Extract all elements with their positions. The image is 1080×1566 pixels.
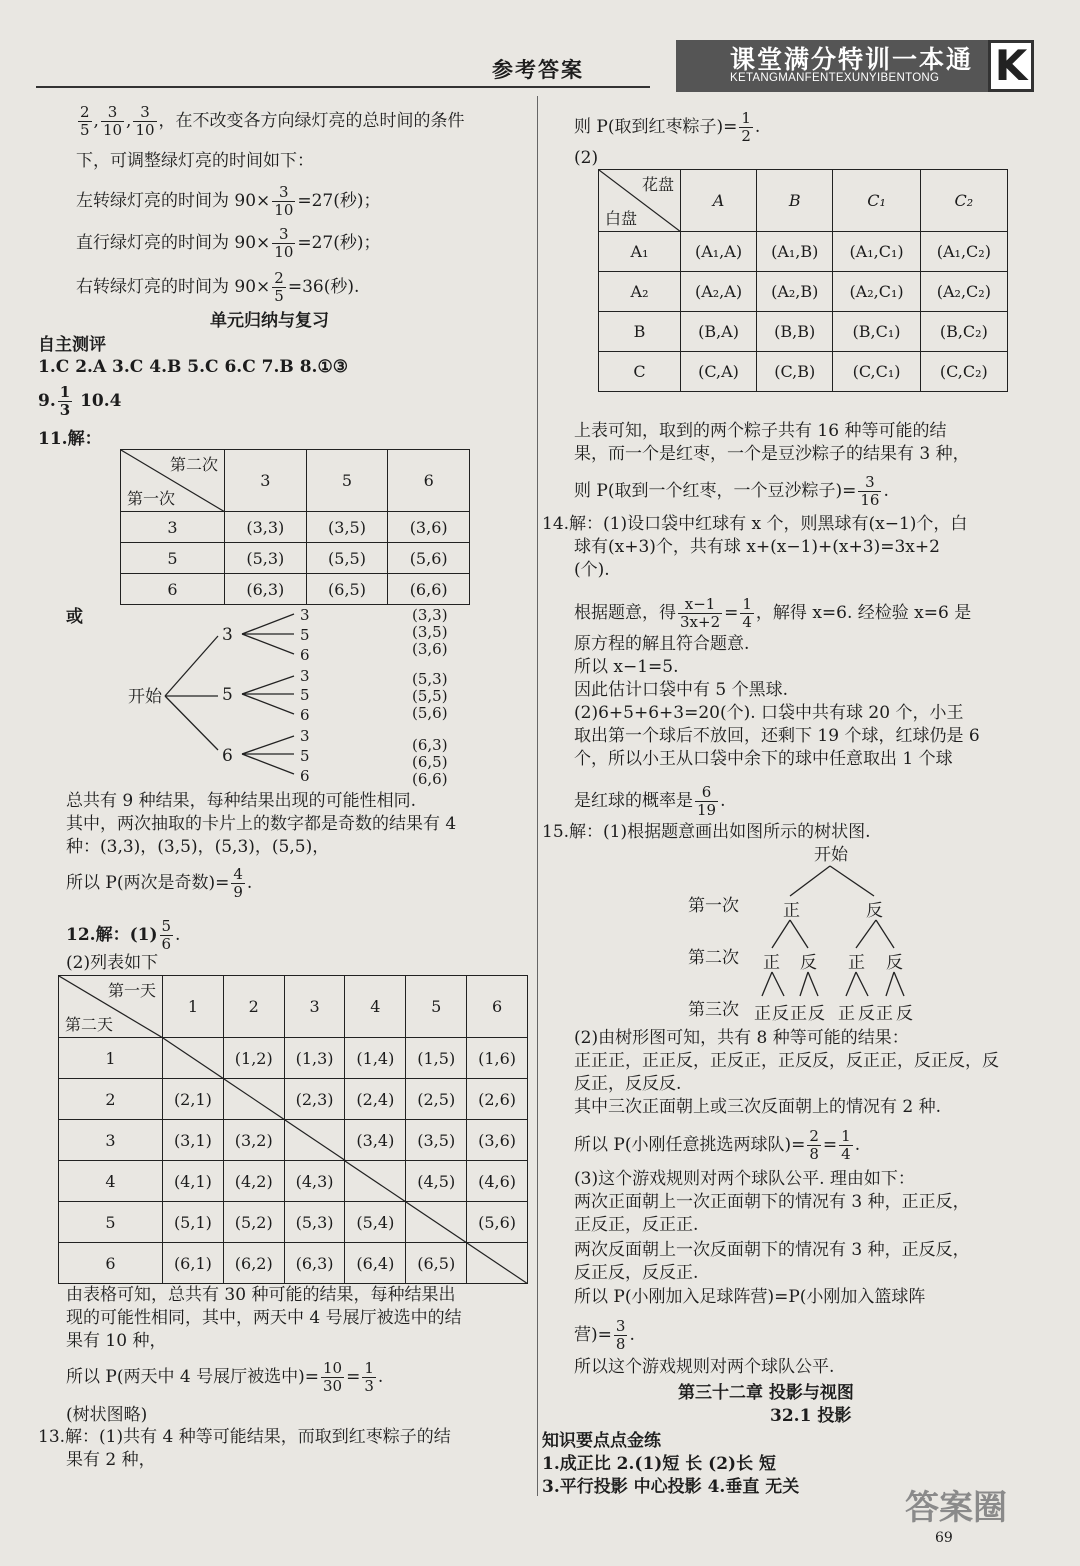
table-header-cell: A (681, 170, 757, 232)
page-header (0, 0, 1080, 92)
paragraph-line: 现的可能性相同，其中，两天中 4 号展厅被选中的结 (66, 1308, 462, 1328)
tree-start: 开始 (814, 845, 848, 865)
table-row: 5 (5,1) (5,2) (5,3) (5,4) (5,6) (59, 1202, 528, 1243)
header-pinyin: KETANGMANFENTEXUNYIBENTONG (730, 72, 940, 84)
table-header-cell: C₂ (920, 170, 1007, 232)
tree-leaf: 3 (300, 667, 310, 685)
table-header-cell: 6 (467, 976, 528, 1038)
paragraph-line: 果有 2 种， (66, 1450, 156, 1470)
paragraph-line: 所以这个游戏规则对两个球队公平. (574, 1357, 835, 1377)
table-header-cell: 3 (225, 450, 307, 512)
header-rule (36, 86, 650, 88)
tree-level-label: 第一次 (688, 896, 739, 916)
table-row: 4 (4,1) (4,2) (4,3) (4,5) (4,6) (59, 1161, 528, 1202)
or-label: 或 (66, 607, 83, 627)
table-row: 6 (6,1) (6,2) (6,3) (6,4) (6,5) (59, 1243, 528, 1284)
tree-leaf: 6 (300, 767, 310, 785)
answer-line: 1.C 2.A 3.C 4.B 5.C 6.C 7.B 8.①③ (38, 357, 348, 377)
tree-node: 正 (848, 953, 865, 973)
tree-node: 反 (866, 901, 883, 921)
paragraph-line: 根据题意，得 $\frac{x-1}{3x+2}$ = $\frac{1}{4}$ ，解得 x=6. 经检验 x=6 是 (574, 595, 972, 631)
tree-node: 反 (800, 953, 817, 973)
header-brand: 课堂满分特训一本通 (730, 45, 974, 74)
paragraph-line: 两次正面朝上一次正面朝下的情况有 3 种，正正反， (574, 1192, 970, 1212)
paragraph-line: 上表可知，取到的两个粽子共有 16 种等可能的结 (574, 421, 947, 441)
paragraph-line: 果有 10 种， (66, 1331, 167, 1351)
table-row: A₂ (A₂,A) (A₂,B) (A₂,C₁) (A₂,C₂) (599, 272, 1008, 312)
table-header-cell: 3 (284, 976, 345, 1038)
paragraph-line: 反正，反反反. (574, 1074, 682, 1094)
tree-result: (6,6) (412, 770, 448, 788)
table-row: B (B,A) (B,B) (B,C₁) (B,C₂) (599, 312, 1008, 352)
paragraph-line: 个，所以小王从口袋中余下的球中任意取出 1 个球 (574, 749, 953, 769)
paragraph-line: (2) (574, 148, 599, 168)
tree-leaf: 正 (754, 1004, 771, 1024)
tree-leaf: 5 (300, 747, 310, 765)
table-header-cell: 5 (406, 976, 467, 1038)
table-header-cell: 2 (223, 976, 284, 1038)
paragraph-line: 所以 P(小刚加入足球阵营)=P(小刚加入篮球阵 (574, 1287, 926, 1307)
tree-leaf: 反 (896, 1004, 913, 1024)
tree-result: (5,5) (412, 687, 448, 705)
table-row: 1 (1,2) (1,3) (1,4) (1,5) (1,6) (59, 1038, 528, 1079)
table-header-cell: 1 (163, 976, 224, 1038)
table-header-cell: B (757, 170, 833, 232)
tree-result: (5,6) (412, 704, 448, 722)
table-row: 3 (3,1) (3,2) (3,4) (3,5) (3,6) (59, 1120, 528, 1161)
paragraph-line: (树状图略) (66, 1405, 148, 1425)
tree-leaf: 6 (300, 646, 310, 664)
tree-diagram-q15 (750, 860, 930, 1000)
tree-leaf: 6 (300, 706, 310, 724)
tree-leaf: 5 (300, 686, 310, 704)
chapter-title: 第三十二章 投影与视图 (678, 1383, 854, 1403)
paragraph-line: 球有(x+3)个，共有球 x+(x−1)+(x+3)=3x+2 (574, 537, 940, 557)
paragraph-line: 则 P(取到红枣粽子)= $\frac{1}{2}$ . (574, 109, 761, 145)
table-row: 2 (2,1) (2,3) (2,4) (2,5) (2,6) (59, 1079, 528, 1120)
tree-node: 正 (763, 953, 780, 973)
subsection-title: 知识要点点金练 (542, 1431, 661, 1451)
tree-leaf: 正 (876, 1004, 893, 1024)
question-label: 11.解： (38, 429, 102, 449)
subsection-title: 自主测评 (38, 335, 106, 355)
tree-leaf: 3 (300, 727, 310, 745)
paragraph-line: 取出第一个球后不放回，还剩下 19 个球，红球仍是 6 (574, 726, 980, 746)
table-corner: 第一天 第二天 (59, 976, 163, 1038)
paragraph-line: 营)= $\frac{3}{8}$ . (574, 1317, 635, 1353)
tree-node: 3 (222, 625, 233, 645)
paragraph-line: 两次反面朝上一次反面朝下的情况有 3 种，正反反， (574, 1240, 970, 1260)
paragraph-line: 直行绿灯亮的时间为 90× $\frac{3}{10}$ =27(秒)； (76, 225, 381, 261)
table-header-cell: 6 (388, 450, 470, 512)
paragraph-line: 下，可调整绿灯亮的时间如下： (76, 151, 314, 171)
paragraph-line: 正反正，反正正. (574, 1215, 699, 1235)
tree-node: 5 (222, 685, 233, 705)
paragraph-line: 13.解：(1)共有 4 种等可能结果，而取到红枣粽子的结 (38, 1427, 451, 1447)
paragraph-line: (3)这个游戏规则对两个球队公平. 理由如下： (574, 1169, 915, 1189)
table-q13 (598, 169, 1008, 392)
tree-leaf: 反 (772, 1004, 789, 1024)
tree-leaf: 正 (790, 1004, 807, 1024)
header-title: 参考答案 (492, 57, 584, 82)
answer-line: 3.平行投影 中心投影 4.垂直 无关 (542, 1477, 800, 1497)
logo-k-icon: K (988, 40, 1034, 92)
table-corner: 花盘 白盘 (599, 170, 681, 232)
table-row: 3 (3,3) (3,5) (3,6) (121, 512, 470, 543)
section-title: 32.1 投影 (770, 1406, 852, 1426)
paragraph-line: 其中，两次抽取的卡片上的数字都是奇数的结果有 4 (66, 814, 457, 834)
tree-leaf: 正 (838, 1004, 855, 1024)
paragraph-line: 15.解：(1)根据题意画出如图所示的树状图. (542, 822, 871, 842)
column-divider (537, 96, 538, 1496)
table-row: 5 (5,3) (5,5) (5,6) (121, 543, 470, 574)
paragraph-line: 正正正，正正反，正反正，正反反，反正正，反正反，反 (574, 1051, 999, 1071)
paragraph-line: 所以 x−1=5. (574, 657, 679, 677)
tree-level-label: 第三次 (688, 1000, 739, 1020)
paragraph-line: 所以 P(两天中 4 号展厅被选中)= $\frac{10}{30}$ = $\frac{1}{3}$ . (66, 1359, 384, 1395)
table-row: 6 (6,3) (6,5) (6,6) (121, 574, 470, 605)
table-header-cell: 4 (345, 976, 406, 1038)
tree-leaf: 5 (300, 626, 310, 644)
tree-result: (6,5) (412, 753, 448, 771)
paragraph-line: (2)6+5+6+3=20(个). 口袋中共有球 20 个，小王 (574, 703, 964, 723)
tree-leaf: 3 (300, 606, 310, 624)
paragraph-line: 因此估计口袋中有 5 个黑球. (574, 680, 789, 700)
table-row: C (C,A) (C,B) (C,C₁) (C,C₂) (599, 352, 1008, 392)
tree-level-label: 第二次 (688, 948, 739, 968)
paragraph-line: 左转绿灯亮的时间为 90× $\frac{3}{10}$ =27(秒)； (76, 183, 381, 219)
paragraph-line: 反正反，反反正. (574, 1263, 699, 1283)
paragraph-line: 总共有 9 种结果，每种结果出现的可能性相同. (66, 791, 417, 811)
table-corner: 第二次 第一次 (121, 450, 225, 512)
tree-result: (3,6) (412, 640, 448, 658)
tree-leaf: 反 (808, 1004, 825, 1024)
paragraph-line: $\frac{2}{5}$ , $\frac{3}{10}$ , $\frac{3}{10}$ ，在不改变各方向绿灯亮的总时间的条件 (80, 103, 465, 139)
paragraph-line: 种：(3,3)，(3,5)，(5,3)，(5,5)， (66, 837, 330, 857)
paragraph-line: 由表格可知，总共有 30 种可能的结果，每种结果出 (66, 1285, 456, 1305)
tree-node: 6 (222, 746, 233, 766)
tree-result: (6,3) (412, 736, 448, 754)
tree-result: (3,3) (412, 606, 448, 624)
table-row: A₁ (A₁,A) (A₁,B) (A₁,C₁) (A₁,C₂) (599, 232, 1008, 272)
paragraph-line: 果，而一个是红枣，一个是豆沙粽子的结果有 3 种， (574, 444, 970, 464)
paragraph-line: 则 P(取到一个红枣，一个豆沙粽子)= $\frac{3}{16}$ . (574, 473, 889, 509)
tree-node: 正 (783, 901, 800, 921)
question-label: 12.解：(1) $\frac{5}{6}$ . (66, 917, 181, 953)
paragraph-line: 所以 P(两次是奇数)= $\frac{4}{9}$ . (66, 865, 253, 901)
tree-start: 开始 (128, 687, 162, 707)
answer-line: 1.成正比 2.(1)短 长 (2)长 短 (542, 1454, 776, 1474)
page-number: 69 (935, 1530, 953, 1546)
table-q12 (58, 975, 528, 1284)
table-header-cell: C₁ (833, 170, 920, 232)
paragraph-line: 所以 P(小刚任意挑选两球队)= $\frac{2}{8}$ = $\frac{1}{4}$ . (574, 1127, 861, 1163)
tree-result: (3,5) (412, 623, 448, 641)
tree-node: 反 (886, 953, 903, 973)
paragraph-line: (2)由树形图可知，共有 8 种等可能的结果： (574, 1028, 909, 1048)
paragraph-line: (2)列表如下 (66, 953, 159, 973)
table-q11 (120, 449, 470, 605)
paragraph-line: 14.解：(1)设口袋中红球有 x 个，则黑球有(x−1)个，白 (542, 514, 968, 534)
table-header-cell: 5 (306, 450, 388, 512)
paragraph-line: 右转绿灯亮的时间为 90× $\frac{2}{5}$ =36(秒). (76, 269, 360, 305)
paragraph-line: (个). (574, 560, 610, 580)
answer-line: 9. $\frac{1}{3}$ 10.4 (38, 383, 122, 419)
tree-result: (5,3) (412, 670, 448, 688)
tree-leaf: 反 (858, 1004, 875, 1024)
paragraph-line: 其中三次正面朝上或三次反面朝上的情况有 2 种. (574, 1097, 942, 1117)
paragraph-line: 原方程的解且符合题意. (574, 634, 750, 654)
section-title: 单元归纳与复习 (210, 311, 329, 331)
paragraph-line: 是红球的概率是 $\frac{6}{19}$ . (574, 783, 726, 819)
watermark-logo: 答案圈 (905, 1488, 1007, 1528)
